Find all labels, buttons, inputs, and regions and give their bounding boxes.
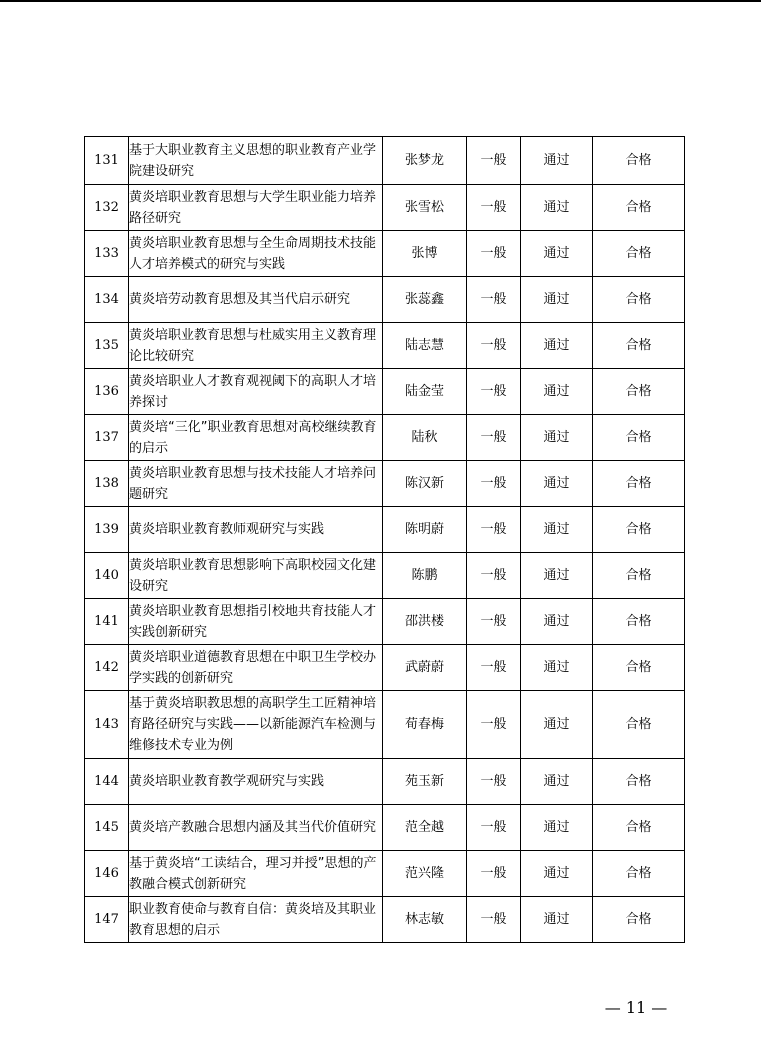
table-row xyxy=(85,415,685,461)
table-row xyxy=(85,185,685,231)
row-number: 139 xyxy=(85,507,129,553)
evaluation-result: 合格 xyxy=(593,851,685,897)
evaluation-result: 合格 xyxy=(593,415,685,461)
project-level: 一般 xyxy=(467,369,521,415)
table-row xyxy=(85,805,685,851)
project-title: 黄炎培产教融合思想内涵及其当代价值研究 xyxy=(129,805,383,851)
table-row xyxy=(85,461,685,507)
project-title: 基于大职业教育主义思想的职业教育产业学院建设研究 xyxy=(129,137,383,185)
project-level: 一般 xyxy=(467,323,521,369)
review-status: 通过 xyxy=(521,851,593,897)
project-leader: 武蔚蔚 xyxy=(383,645,467,691)
project-leader: 范全越 xyxy=(383,805,467,851)
review-status: 通过 xyxy=(521,461,593,507)
project-title: 黄炎培职业教育思想指引校地共育技能人才实践创新研究 xyxy=(129,599,383,645)
row-number: 141 xyxy=(85,599,129,645)
top-rule xyxy=(0,0,761,2)
project-level: 一般 xyxy=(467,185,521,231)
evaluation-result: 合格 xyxy=(593,599,685,645)
row-number: 132 xyxy=(85,185,129,231)
row-number: 134 xyxy=(85,277,129,323)
review-status: 通过 xyxy=(521,897,593,943)
project-title: 职业教育使命与教育自信：黄炎培及其职业教育思想的启示 xyxy=(129,897,383,943)
row-number: 131 xyxy=(85,137,129,185)
table-row xyxy=(85,277,685,323)
project-leader: 荀春梅 xyxy=(383,691,467,759)
evaluation-result: 合格 xyxy=(593,759,685,805)
project-title: 黄炎培职业教育思想与技术技能人才培养问题研究 xyxy=(129,461,383,507)
evaluation-result: 合格 xyxy=(593,323,685,369)
review-status: 通过 xyxy=(521,137,593,185)
project-level: 一般 xyxy=(467,137,521,185)
project-title: 基于黄炎培“工读结合，理习并授”思想的产教融合模式创新研究 xyxy=(129,851,383,897)
project-title: 黄炎培劳动教育思想及其当代启示研究 xyxy=(129,277,383,323)
evaluation-result: 合格 xyxy=(593,277,685,323)
table-row xyxy=(85,369,685,415)
table-row xyxy=(85,323,685,369)
project-title: 黄炎培职业教育教学观研究与实践 xyxy=(129,759,383,805)
project-leader: 张梦龙 xyxy=(383,137,467,185)
row-number: 144 xyxy=(85,759,129,805)
project-leader: 陈明蔚 xyxy=(383,507,467,553)
review-status: 通过 xyxy=(521,507,593,553)
project-level: 一般 xyxy=(467,599,521,645)
project-leader: 陆秋 xyxy=(383,415,467,461)
table-row xyxy=(85,691,685,759)
row-number: 135 xyxy=(85,323,129,369)
evaluation-result: 合格 xyxy=(593,185,685,231)
project-level: 一般 xyxy=(467,645,521,691)
table-row xyxy=(85,231,685,277)
table-row xyxy=(85,897,685,943)
review-status: 通过 xyxy=(521,277,593,323)
project-leader: 张博 xyxy=(383,231,467,277)
evaluation-result: 合格 xyxy=(593,461,685,507)
project-leader: 邵洪楼 xyxy=(383,599,467,645)
review-status: 通过 xyxy=(521,645,593,691)
table-row xyxy=(85,599,685,645)
row-number: 145 xyxy=(85,805,129,851)
project-leader: 陆金莹 xyxy=(383,369,467,415)
project-title: 黄炎培职业教育思想与杜威实用主义教育理论比较研究 xyxy=(129,323,383,369)
table-row xyxy=(85,137,685,185)
project-leader: 林志敏 xyxy=(383,897,467,943)
project-title: 黄炎培职业道德教育思想在中职卫生学校办学实践的创新研究 xyxy=(129,645,383,691)
project-title: 黄炎培“三化”职业教育思想对高校继续教育的启示 xyxy=(129,415,383,461)
evaluation-result: 合格 xyxy=(593,553,685,599)
project-leader: 张雪松 xyxy=(383,185,467,231)
table-row xyxy=(85,507,685,553)
project-level: 一般 xyxy=(467,507,521,553)
review-status: 通过 xyxy=(521,185,593,231)
review-status: 通过 xyxy=(521,231,593,277)
project-leader: 陆志慧 xyxy=(383,323,467,369)
project-title: 黄炎培职业教育思想与全生命周期技术技能人才培养模式的研究与实践 xyxy=(129,231,383,277)
table-row xyxy=(85,851,685,897)
evaluation-result: 合格 xyxy=(593,507,685,553)
evaluation-result: 合格 xyxy=(593,137,685,185)
project-title: 黄炎培职业教育思想与大学生职业能力培养路径研究 xyxy=(129,185,383,231)
evaluation-result: 合格 xyxy=(593,231,685,277)
review-status: 通过 xyxy=(521,323,593,369)
review-status: 通过 xyxy=(521,369,593,415)
evaluation-result: 合格 xyxy=(593,691,685,759)
evaluation-result: 合格 xyxy=(593,897,685,943)
project-level: 一般 xyxy=(467,805,521,851)
review-status: 通过 xyxy=(521,759,593,805)
project-title: 黄炎培职业教育思想影响下高职校园文化建设研究 xyxy=(129,553,383,599)
evaluation-result: 合格 xyxy=(593,805,685,851)
project-level: 一般 xyxy=(467,897,521,943)
review-status: 通过 xyxy=(521,599,593,645)
row-number: 147 xyxy=(85,897,129,943)
evaluation-result: 合格 xyxy=(593,645,685,691)
evaluation-result: 合格 xyxy=(593,369,685,415)
project-leader: 范兴隆 xyxy=(383,851,467,897)
project-leader: 苑玉新 xyxy=(383,759,467,805)
project-level: 一般 xyxy=(467,759,521,805)
project-leader: 陈鹏 xyxy=(383,553,467,599)
review-status: 通过 xyxy=(521,691,593,759)
review-status: 通过 xyxy=(521,553,593,599)
row-number: 138 xyxy=(85,461,129,507)
project-level: 一般 xyxy=(467,231,521,277)
review-status: 通过 xyxy=(521,415,593,461)
project-level: 一般 xyxy=(467,277,521,323)
row-number: 133 xyxy=(85,231,129,277)
row-number: 146 xyxy=(85,851,129,897)
project-leader: 陈汉新 xyxy=(383,461,467,507)
page-number: — 11 — xyxy=(604,998,668,1017)
project-title: 黄炎培职业教育教师观研究与实践 xyxy=(129,507,383,553)
project-title: 黄炎培职业人才教育观视阈下的高职人才培养探讨 xyxy=(129,369,383,415)
project-leader: 张蕊鑫 xyxy=(383,277,467,323)
project-title: 基于黄炎培职教思想的高职学生工匠精神培育路径研究与实践——以新能源汽车检测与维修技术专业为例 xyxy=(129,691,383,759)
row-number: 137 xyxy=(85,415,129,461)
review-status: 通过 xyxy=(521,805,593,851)
project-level: 一般 xyxy=(467,553,521,599)
project-level: 一般 xyxy=(467,415,521,461)
project-level: 一般 xyxy=(467,691,521,759)
table-row xyxy=(85,645,685,691)
records-table xyxy=(84,136,685,943)
row-number: 140 xyxy=(85,553,129,599)
records-table-body xyxy=(85,137,685,943)
table-row xyxy=(85,759,685,805)
row-number: 143 xyxy=(85,691,129,759)
row-number: 142 xyxy=(85,645,129,691)
project-level: 一般 xyxy=(467,461,521,507)
project-level: 一般 xyxy=(467,851,521,897)
row-number: 136 xyxy=(85,369,129,415)
table-row xyxy=(85,553,685,599)
